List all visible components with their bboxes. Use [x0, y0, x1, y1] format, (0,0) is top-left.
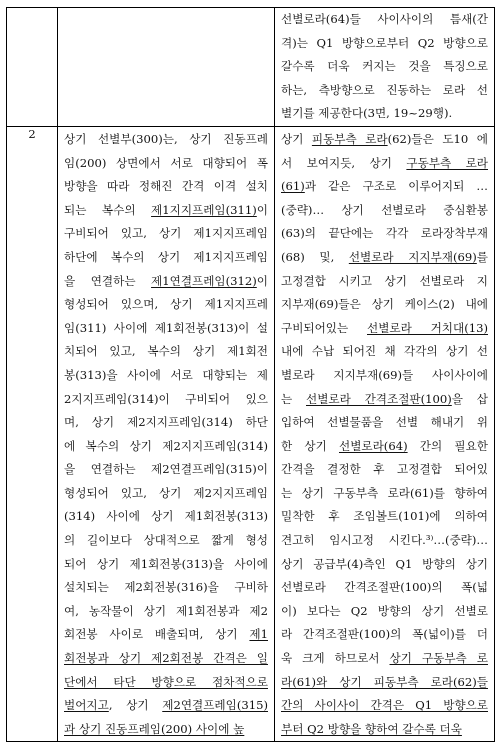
- underlined-text: 선별로라(64): [339, 438, 408, 453]
- text-line: [64, 671, 268, 695]
- text-segment: 상기 공급부(4)측인 Q1 방향의 상기: [281, 556, 488, 571]
- text-line: [64, 246, 268, 270]
- text-line: [281, 340, 488, 364]
- text-line: [64, 270, 268, 294]
- text-segment: 형성되어 있고, 상기 제2지지프레임: [64, 485, 268, 500]
- text-segment: 방향을 따라 정해진 간격 이격 설치: [64, 179, 268, 194]
- underlined-text: 제1지지프레임(311): [151, 202, 257, 217]
- text-segment: (중략)… 상기 선별로라 중심환봉: [281, 202, 488, 217]
- text-line: [64, 505, 268, 529]
- underlined-text: 제1연결프레임(312): [151, 273, 257, 288]
- text-segment: (314) 사이에 상기 제1회전봉(313): [64, 509, 268, 524]
- underlined-text: 벌어지고: [64, 698, 109, 713]
- text-segment: 되는 복수의: [64, 202, 152, 217]
- underlined-text: 간의 사이사이 간격은 Q1 방향으로: [281, 698, 488, 713]
- underlined-text: 단에서 타단 방향으로 점차적으로: [64, 674, 268, 689]
- claim-cell: [58, 126, 275, 741]
- text-segment: 치되어 있고, 복수의 상기 제1회전: [64, 344, 268, 359]
- underlined-text: 구동부측 로라: [406, 155, 488, 170]
- text-segment: 에 복수의 상기 제2지지프레임(314): [64, 438, 268, 453]
- text-line: [281, 671, 488, 695]
- underlined-text: 선별로라 거치대(13): [367, 320, 488, 335]
- text-segment: , 상기: [108, 698, 163, 713]
- underlined-text: 제2연결프레임(315): [162, 698, 268, 713]
- text-line: [64, 529, 268, 553]
- table-row: [7, 126, 495, 741]
- underlined-text: 상기 구동부측 로: [389, 651, 488, 666]
- text-line: [281, 718, 488, 742]
- text-line: 갈수록 더욱 커지는 것을 특징으로: [281, 59, 488, 74]
- text-line: [64, 293, 268, 317]
- claim-text: [58, 127, 274, 741]
- text-line: [281, 600, 488, 624]
- text-segment: 임(200) 상면에서 서로 대향되어 폭: [64, 155, 268, 170]
- text-segment: 설치되는 제2회전봉(316)을 구비하: [64, 580, 268, 595]
- text-line: [64, 718, 268, 742]
- text-line: [281, 411, 488, 435]
- prior-art-text: [275, 8, 494, 126]
- text-line: [64, 482, 268, 506]
- text-segment: 이: [256, 202, 268, 217]
- text-segment: 을 삽: [451, 391, 488, 406]
- row-number: 2: [28, 126, 36, 141]
- text-line: 선별로라(64)들 사이사이의 틈새(간: [281, 12, 488, 26]
- text-segment: 여, 농작물이 상기 제1회전봉과 제2: [64, 603, 268, 618]
- underlined-text: 선별로라 간격조절판(100): [306, 391, 452, 406]
- text-segment: 욱 크게 하므로서: [281, 651, 390, 666]
- text-line: [281, 694, 488, 718]
- text-segment: 서 보여지듯, 상기: [281, 155, 407, 170]
- text-line: [64, 576, 268, 600]
- text-segment: 는: [281, 391, 306, 406]
- underlined-text: 부터 Q2 방향을 향하여 갈수록 더욱: [281, 721, 462, 736]
- text-line: [281, 458, 488, 482]
- text-segment: 의 길이보다 상대적으로 짧게 형성: [64, 533, 268, 548]
- text-segment: (68) 및,: [281, 249, 349, 264]
- comparison-table: [6, 7, 495, 742]
- text-segment: 입하여 선별물품을 선별 해내기 위: [281, 415, 488, 430]
- text-segment: 되어 상기 제1회전봉(313)을 사이에: [64, 556, 268, 571]
- text-line: [64, 317, 268, 341]
- text-segment: 상기: [281, 131, 312, 146]
- text-segment: 라 간격조절판(100)의 폭(넓이)를 더: [281, 627, 488, 642]
- text-line: 하는, 측방향으로 진동하는 로라 선: [281, 82, 488, 97]
- underlined-text: 회전봉과 상기 제2회전봉 간격은 일: [64, 651, 268, 666]
- text-line: [281, 317, 488, 341]
- row-number-cell: [7, 126, 58, 741]
- text-line: [64, 458, 268, 482]
- text-segment: 는 상기 구동부측 로라(61)를 향하여: [281, 485, 488, 500]
- text-segment: 별로라 지지부재(69)들 사이사이에: [281, 367, 488, 382]
- text-segment: 을 연결하는 제2연결프레임(315)이: [64, 462, 268, 477]
- text-line: [281, 152, 488, 176]
- text-line: [64, 553, 268, 577]
- text-segment: 이: [256, 273, 268, 288]
- text-line: [281, 553, 488, 577]
- text-line: [64, 222, 268, 246]
- text-line: [281, 293, 488, 317]
- text-segment: 한 상기: [281, 438, 339, 453]
- text-segment: 며, 상기 제2지지프레임(314) 하단: [64, 415, 268, 430]
- text-line: [64, 175, 268, 199]
- text-segment: 지부재(69)들은 상기 케이스(2) 내에: [281, 297, 488, 312]
- text-line: [281, 222, 488, 246]
- text-segment: 구비되어 있고, 상기 제1지지프레임: [64, 226, 268, 241]
- text-segment: 임(311) 사이에 제1회전봉(313)이 설: [64, 320, 268, 335]
- text-line: [281, 529, 488, 553]
- text-line: [64, 199, 268, 223]
- text-line: [281, 175, 488, 199]
- prior-art-cell: [275, 126, 495, 741]
- underlined-text: 피동부측 로라: [311, 131, 388, 146]
- text-line: [64, 623, 268, 647]
- text-line: [64, 388, 268, 412]
- text-segment: 을 연결하는: [64, 273, 152, 288]
- text-segment: 내에 수납 되어진 채 각각의 상기 선: [281, 344, 488, 359]
- text-segment: 형성되어 있으며, 상기 제1지지프레: [64, 297, 268, 312]
- text-line: [64, 364, 268, 388]
- table-row: [7, 8, 495, 127]
- text-line: [281, 388, 488, 412]
- text-line: [64, 340, 268, 364]
- text-segment: 상기 선별부(300)는, 상기 진동프레: [64, 131, 268, 146]
- text-segment: 간격을 결정한 후 고정결합 되어있: [281, 462, 488, 477]
- text-line: 별기를 제공한다(3면, 19~29행).: [281, 106, 453, 121]
- text-line: [281, 482, 488, 506]
- underlined-text: 제1: [249, 627, 268, 642]
- claim-cell: [58, 8, 275, 127]
- text-line: [64, 411, 268, 435]
- underlined-text: 라(61)와 상기 피동부측 로라(62)들: [281, 674, 488, 689]
- text-line: [281, 270, 488, 294]
- text-line: [64, 694, 268, 718]
- text-line: [281, 128, 488, 152]
- text-line: [64, 435, 268, 459]
- underlined-text: (61): [281, 179, 305, 194]
- text-segment: 하단에 복수의 상기 제1지지프레임: [64, 249, 268, 264]
- text-line: [281, 576, 488, 600]
- row-number-cell: [7, 8, 58, 127]
- text-segment: 과 같은 구조로 이루어지되 …: [304, 179, 488, 194]
- text-line: [281, 246, 488, 270]
- text-segment: 밀착한 후 조임볼트(101)에 의하여: [281, 509, 488, 524]
- text-line: [281, 505, 488, 529]
- text-segment: 를: [476, 249, 488, 264]
- text-line: [64, 647, 268, 671]
- text-line: [281, 199, 488, 223]
- text-segment: (63)의 끝단에는 각각 로라장착부재: [281, 226, 488, 241]
- text-segment: 고정결합 시키고 상기 선별로라 지: [281, 273, 488, 288]
- text-line: [281, 623, 488, 647]
- text-segment: 회전봉 사이로 배출되며, 상기: [64, 627, 250, 642]
- text-segment: 이) 보다는 Q2 방향의 상기 선별로: [281, 603, 488, 618]
- text-line: [64, 600, 268, 624]
- text-line: [64, 152, 268, 176]
- text-segment: 선별로라 간격조절판(100)의 폭(넓: [281, 580, 488, 595]
- text-segment: 봉(313)을 사이에 서로 대향되는 제: [64, 367, 268, 382]
- text-segment: (62)들은 도10 에: [387, 131, 488, 146]
- text-segment: 구비되어있는: [281, 320, 367, 335]
- text-line: [64, 128, 268, 152]
- prior-art-cell: [275, 8, 495, 127]
- underlined-text: 선별로라 지지부재(69): [348, 249, 477, 264]
- text-line: [281, 435, 488, 459]
- underlined-text: 과 상기 진동프레임(200) 사이에 높: [64, 721, 245, 736]
- text-segment: 간의 필요한: [407, 438, 488, 453]
- text-segment: 2지지프레임(314)이 구비되어 있으: [64, 391, 268, 406]
- text-line: [281, 647, 488, 671]
- text-line: 격)는 Q1 방향으로부터 Q2 방향으로: [281, 35, 488, 50]
- text-segment: 견고히 임시고정 시킨다.³⁾…(중략)…: [281, 533, 488, 548]
- prior-art-text: [275, 127, 494, 741]
- text-line: [281, 364, 488, 388]
